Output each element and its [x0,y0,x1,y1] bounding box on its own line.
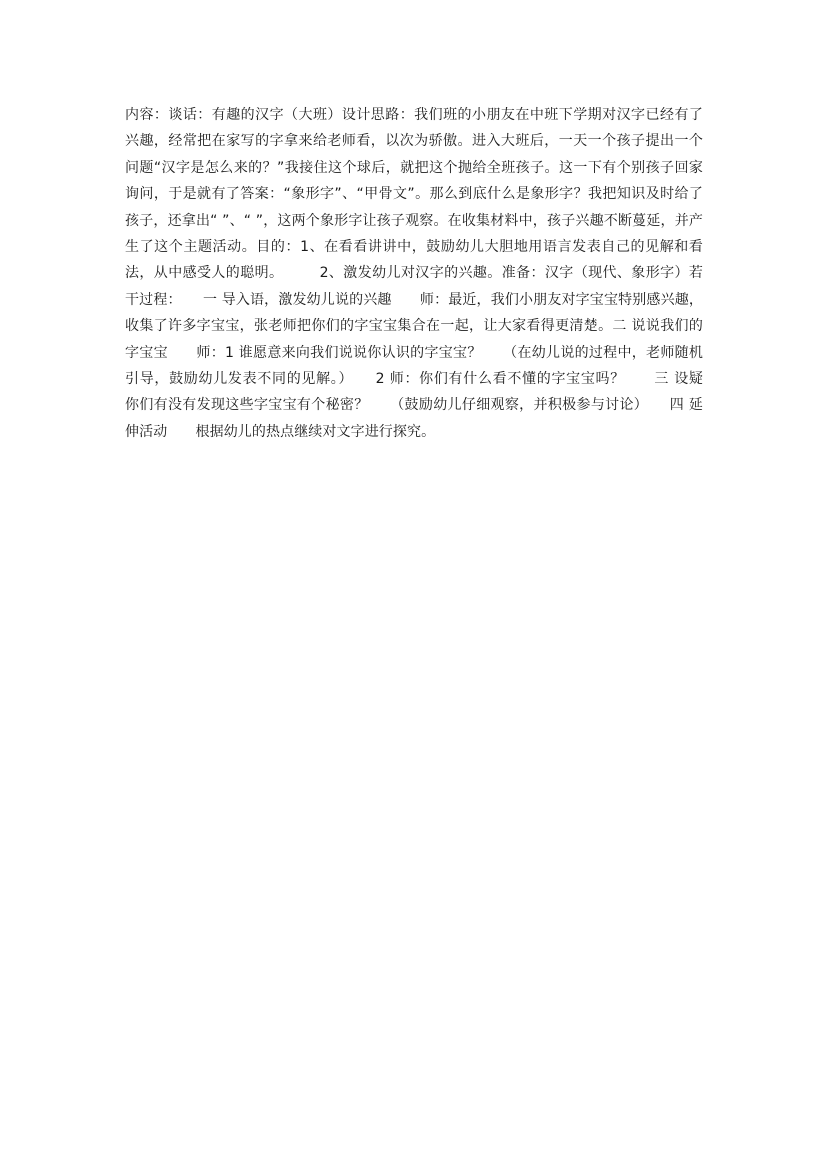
lesson-plan-paragraph: 内容：谈话：有趣的汉字（大班）设计思路：我们班的小朋友在中班下学期对汉字已经有了兴趣，经常把在家写的字拿来给老师看，以次为骄傲。进入大班后，一天一个孩子提出一个问题“汉字是怎么来的？”我接住这个球后，就把这个抛给全班孩子。这一下有个别孩子回家询问，于是就有了答案：“象形字”、“甲骨文”。那么到底什么是象形字？我把知识及时给了孩子，还拿出“ ”、“ ”，这两个象形字让孩子观察。在收集材料中，孩子兴趣不断蔓延，并产生了这个主题活动。目的：1、在看看讲讲中，鼓励幼儿大胆地用语言发表自己的见解和看法，从中感受人的聪明。 2、激发幼儿对汉字的兴趣。准备：汉字（现代、象形字）若干过程： 一 导入语，激发幼儿说的兴趣 师：最近，我们小朋友对字宝宝特别感兴趣，收集了许多字宝宝，张老师把你们的字宝宝集合在一起，让大家看得更清楚。二 说说我们的字宝宝 师：1 谁愿意来向我们说说你认识的字宝宝？ （在幼儿说的过程中，老师随机引导，鼓励幼儿发表不同的见解。） 2 师：你们有什么看不懂的字宝宝吗？ 三 设疑 你们有没有发现这些字宝宝有个秘密？ （鼓励幼儿仔细观察，并积极参与讨论） 四 延伸活动 根据幼儿的热点继续对文字进行探究。 [125,107,732,440]
